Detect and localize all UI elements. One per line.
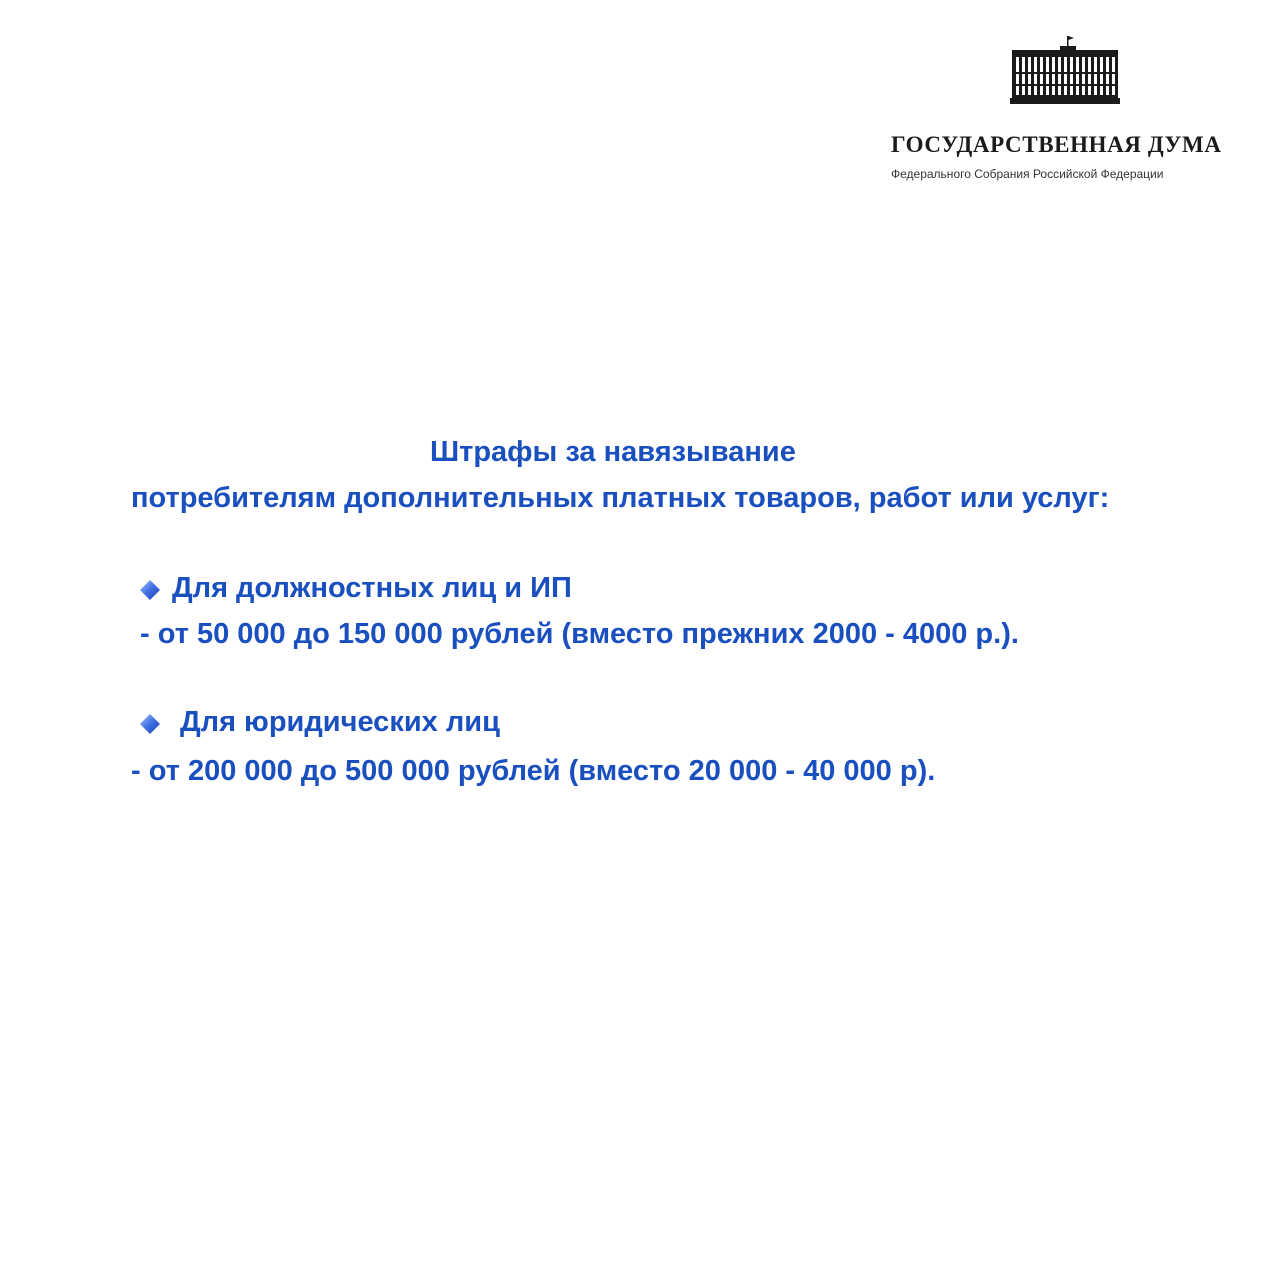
logo-title: ГОСУДАРСТВЕННАЯ ДУМА — [891, 132, 1222, 157]
item-title-officials: Для должностных лиц и ИП — [172, 572, 572, 604]
item-title-legal-entities: Для юридических лиц — [180, 706, 500, 738]
item-detail-legal-entities: - от 200 000 до 500 000 рублей (вместо 20 000 - 40 000 р). — [131, 755, 936, 787]
item-detail-officials: - от 50 000 до 150 000 рублей (вместо прежних 2000 - 4000 р.). — [140, 618, 1019, 650]
heading-line-1: Штрафы за навязывание — [430, 436, 796, 468]
heading-line-2: потребителям дополнительных платных товаров, работ или услуг: — [131, 482, 1110, 514]
blue-diamond-icon — [139, 713, 161, 735]
duma-building-icon — [1010, 34, 1120, 106]
blue-diamond-icon — [139, 579, 161, 601]
logo-subtitle: Федерального Собрания Российской Федерации — [891, 167, 1164, 181]
